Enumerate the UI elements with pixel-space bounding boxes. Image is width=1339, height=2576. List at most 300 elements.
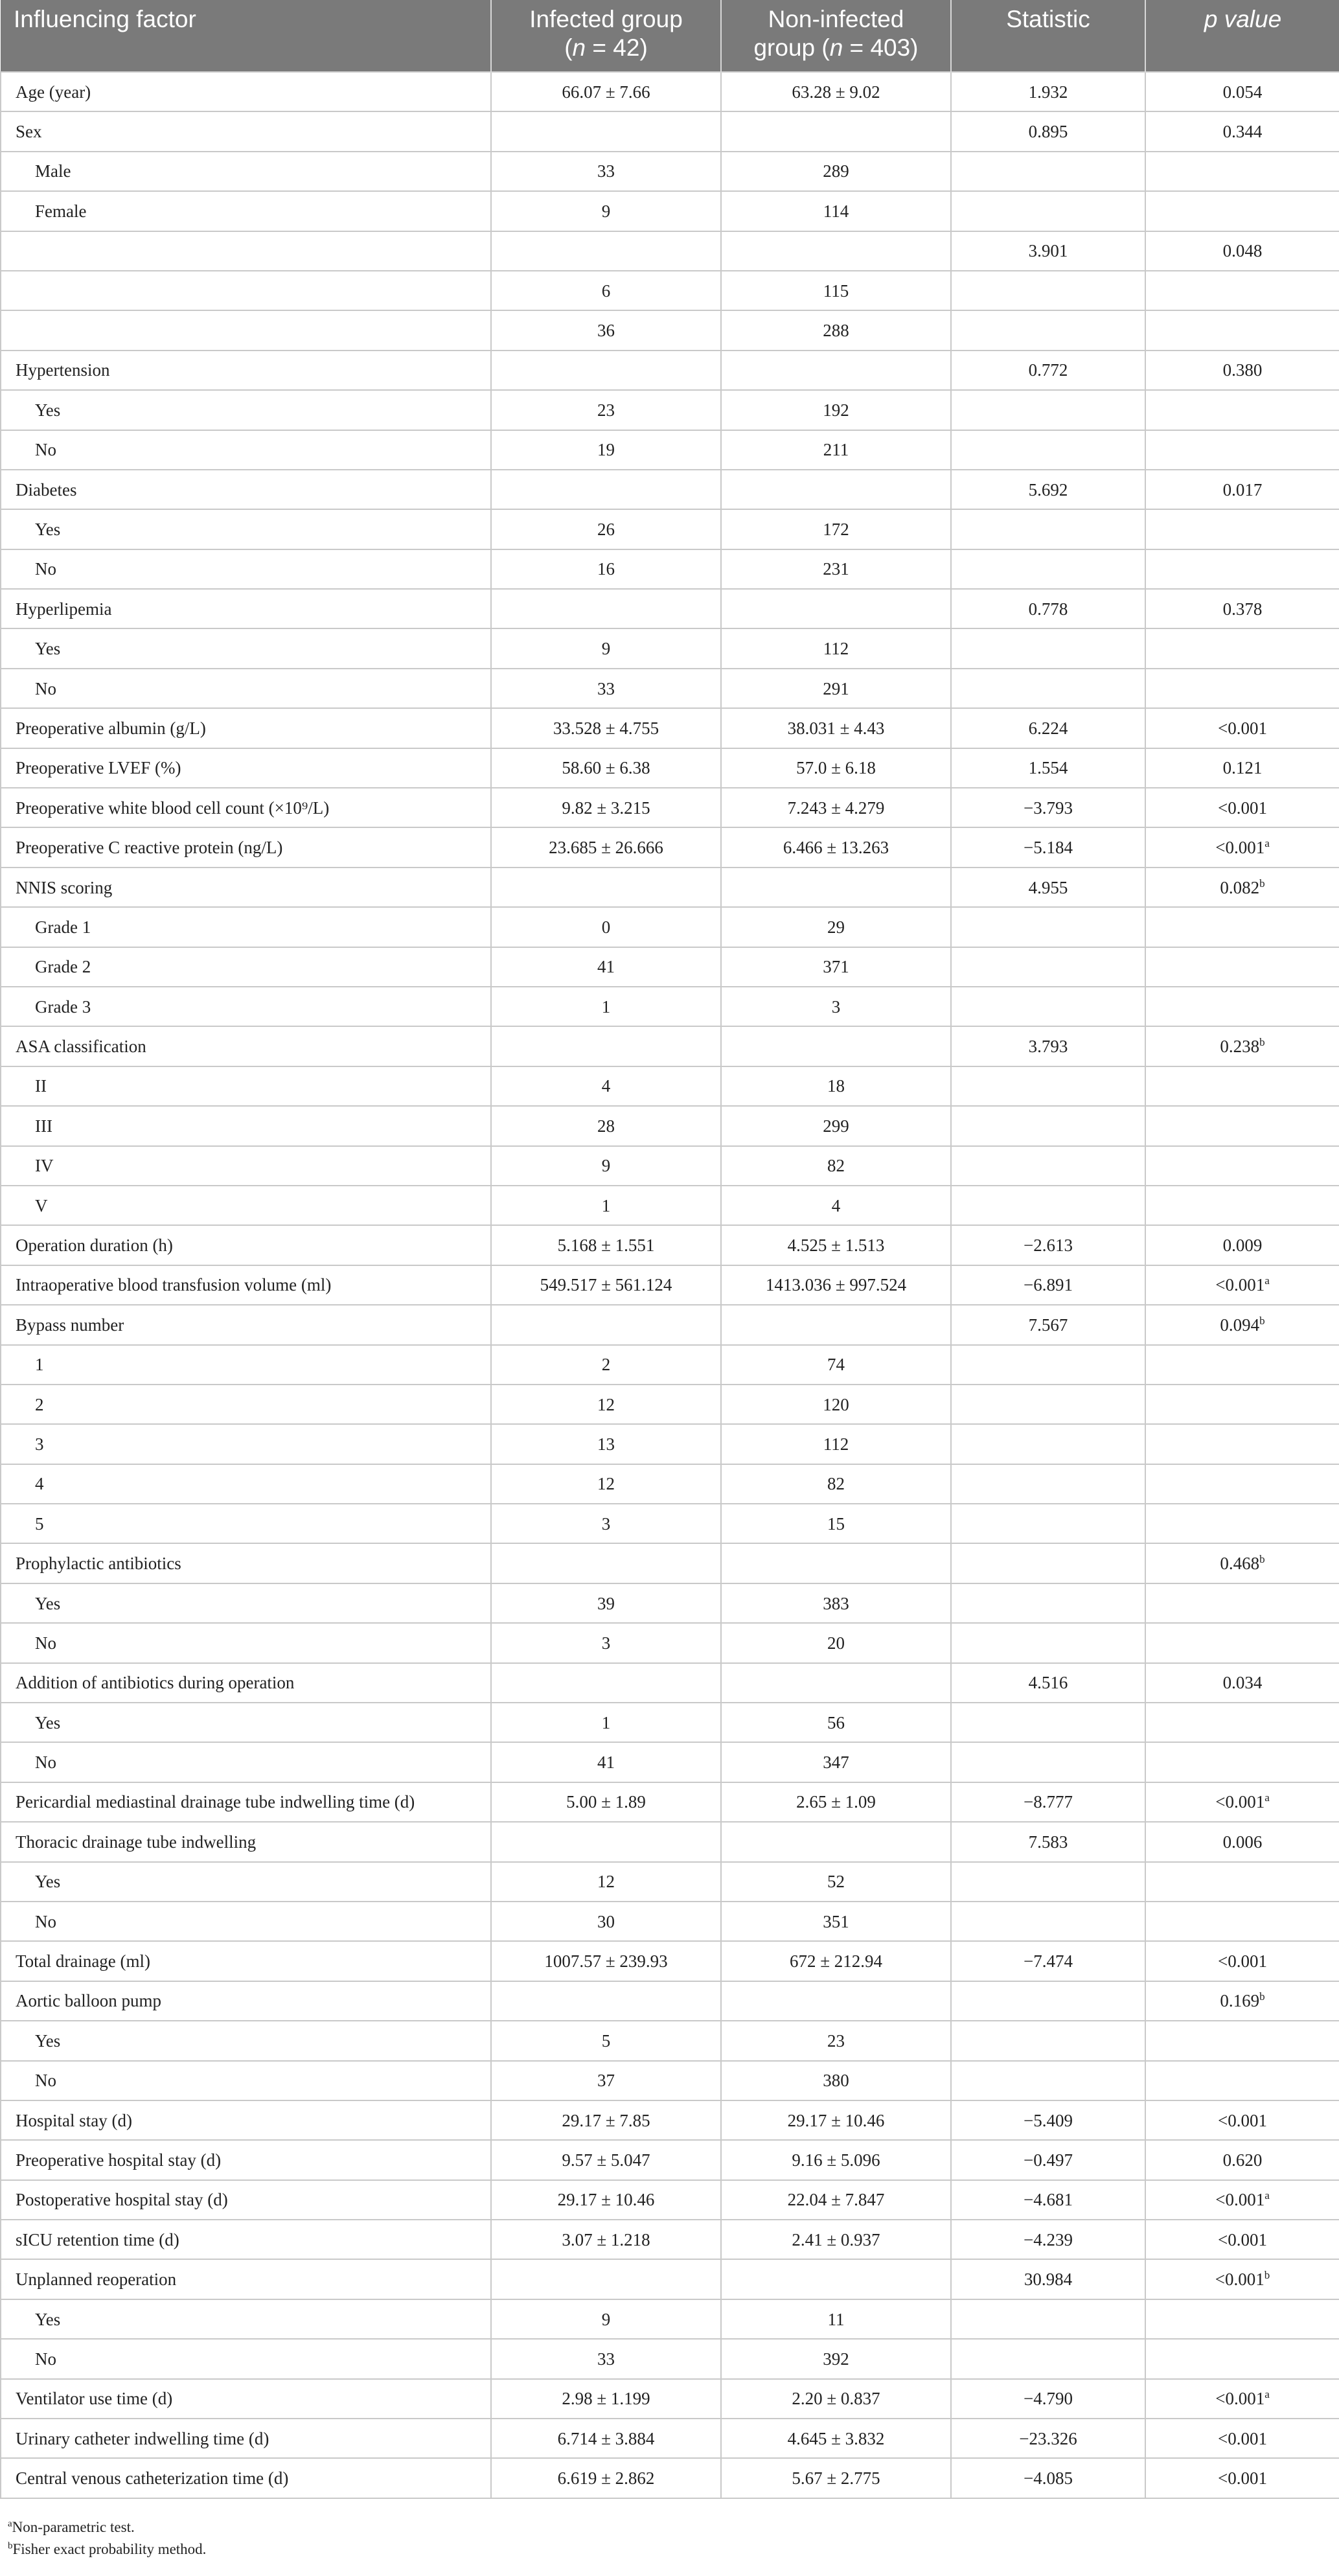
cell-influencing-factor-text: Unplanned reoperation [16,2270,177,2290]
cell-influencing-factor-text: Diabetes [16,479,77,500]
table-row [1,1106,1339,1145]
cell-statistic [951,1066,1145,1106]
cell-non-infected-group [721,2021,951,2060]
cell-infected-group-text: 5.00 ± 1.89 [566,1792,646,1812]
cell-statistic [951,351,1145,390]
cell-non-infected-group-text: 4.645 ± 3.832 [787,2428,885,2448]
cell-statistic [951,1981,1145,2021]
table-row [1,1981,1339,2021]
cell-influencing-factor [1,2259,491,2299]
cell-infected-group-text: 1007.57 ± 239.93 [544,1951,668,1972]
cell-p-value [1145,470,1339,509]
header-p-value: p value [1145,0,1339,72]
cell-infected-group [491,827,721,867]
cell-influencing-factor-text: NNIS scoring [16,877,113,897]
cell-statistic [951,2339,1145,2378]
cell-p-value [1145,152,1339,191]
cell-p-value [1145,748,1339,788]
cell-p-value [1145,987,1339,1026]
cell-infected-group [491,1543,721,1583]
cell-influencing-factor-text: Total drainage (ml) [16,1951,151,1972]
cell-p-value [1145,1663,1339,1703]
cell-p-value [1145,1902,1339,1941]
cell-infected-group-text: 5 [601,2030,611,2051]
cell-p-value-text: <0.001 [1218,2428,1267,2448]
cell-influencing-factor [1,947,491,987]
cell-infected-group-text: 2 [601,1355,611,1375]
cell-statistic [951,509,1145,549]
cell-p-value [1145,1026,1339,1066]
cell-non-infected-group-text: 20 [827,1633,845,1653]
cell-influencing-factor [1,2379,491,2419]
cell-infected-group [491,1862,721,1902]
cell-p-value-text: 0.620 [1222,2150,1263,2170]
cell-influencing-factor [1,2458,491,2498]
cell-infected-group [491,2061,721,2100]
cell-non-infected-group-text: 672 ± 212.94 [789,1951,883,1972]
cell-non-infected-group [721,1941,951,1981]
cell-influencing-factor [1,2180,491,2220]
cell-infected-group [491,1703,721,1742]
cell-statistic [951,1703,1145,1742]
table-row [1,947,1339,987]
cell-influencing-factor-text: 4 [35,1474,44,1494]
table-row [1,1305,1339,1344]
table-row [1,549,1339,589]
cell-statistic [951,152,1145,191]
table-row [1,2220,1339,2259]
cell-influencing-factor-text: Yes [35,519,61,539]
cell-p-value [1145,1265,1339,1305]
cell-non-infected-group-text: 112 [823,639,849,659]
cell-statistic [951,1583,1145,1623]
footnote-marker: b [1264,2269,1270,2282]
cell-p-value [1145,191,1339,231]
cell-infected-group [491,191,721,231]
cell-non-infected-group-text: 9.16 ± 5.096 [792,2150,880,2170]
cell-non-infected-group [721,351,951,390]
cell-infected-group [491,2220,721,2259]
cell-influencing-factor-text: Hyperlipemia [16,599,112,619]
cell-statistic [951,2021,1145,2060]
cell-statistic [951,1504,1145,1543]
cell-influencing-factor-text: Yes [35,639,61,659]
cell-non-infected-group-text: 2.65 ± 1.09 [796,1792,876,1812]
cell-statistic [951,1026,1145,1066]
cell-p-value [1145,2259,1339,2299]
cell-statistic [951,2061,1145,2100]
table-row [1,2299,1339,2339]
cell-infected-group [491,111,721,151]
cell-non-infected-group-text: 1413.036 ± 997.524 [765,1275,907,1295]
cell-non-infected-group [721,589,951,628]
cell-non-infected-group-text: 347 [823,1753,849,1773]
cell-influencing-factor [1,2100,491,2140]
cell-p-value-text: 0.380 [1222,360,1263,380]
table-row [1,1066,1339,1106]
cell-infected-group [491,549,721,589]
cell-infected-group-text: 1 [601,1195,611,1215]
table-row [1,72,1339,111]
cell-statistic-text: −8.777 [1024,1792,1073,1812]
cell-p-value-text: 0.009 [1222,1236,1263,1256]
cell-non-infected-group [721,1862,951,1902]
cell-statistic-text: 6.224 [1028,718,1068,738]
cell-influencing-factor-text: Female [35,201,87,221]
cell-non-infected-group [721,2299,951,2339]
table-row [1,470,1339,509]
cell-non-infected-group [721,2220,951,2259]
cell-infected-group [491,1146,721,1186]
cell-statistic-text: 3.901 [1028,241,1068,261]
cell-statistic [951,72,1145,111]
table-row [1,669,1339,708]
footnote-marker: b [1259,877,1265,890]
cell-infected-group-text: 1 [601,996,611,1017]
cell-influencing-factor-text: 2 [35,1394,44,1414]
cell-statistic [951,390,1145,430]
cell-non-infected-group [721,390,951,430]
cell-p-value [1145,1225,1339,1265]
cell-non-infected-group [721,1106,951,1145]
cell-p-value [1145,2419,1339,2458]
cell-non-infected-group [721,271,951,310]
cell-non-infected-group [721,748,951,788]
cell-influencing-factor [1,2299,491,2339]
cell-non-infected-group [721,2379,951,2419]
cell-statistic [951,1822,1145,1861]
cell-statistic [951,1862,1145,1902]
cell-non-infected-group [721,628,951,668]
cell-statistic [951,1464,1145,1504]
table-row [1,351,1339,390]
cell-p-value-text: 0.344 [1222,122,1263,142]
cell-infected-group [491,1066,721,1106]
cell-statistic [951,1623,1145,1662]
table-row [1,1583,1339,1623]
cell-non-infected-group-text: 56 [827,1712,845,1732]
table-row [1,1186,1339,1225]
footnote-text: Non-parametric test. [12,2519,135,2535]
cell-infected-group [491,1583,721,1623]
cell-infected-group [491,470,721,509]
cell-statistic [951,1782,1145,1822]
cell-infected-group [491,907,721,947]
cell-p-value [1145,2339,1339,2378]
cell-infected-group-text: 41 [597,1753,615,1773]
cell-infected-group [491,1822,721,1861]
table-row [1,2061,1339,2100]
cell-non-infected-group-text: 63.28 ± 9.02 [792,82,880,102]
cell-influencing-factor-text: 1 [35,1355,44,1375]
table-header-row [1,0,1339,72]
cell-statistic-text: 4.516 [1028,1673,1068,1693]
footnote-line [8,2538,206,2560]
cell-infected-group-text: 33 [597,161,615,181]
cell-infected-group [491,310,721,350]
cell-statistic-text: 4.955 [1028,877,1068,897]
cell-non-infected-group [721,231,951,271]
cell-statistic-text: 5.692 [1028,479,1068,500]
cell-infected-group [491,2259,721,2299]
cell-p-value [1145,430,1339,470]
cell-non-infected-group-text: 380 [823,2071,849,2091]
footnote-mark: b [8,2540,13,2551]
cell-influencing-factor [1,310,491,350]
cell-statistic-text: 7.583 [1028,1832,1068,1852]
cell-statistic [951,987,1145,1026]
cell-infected-group [491,72,721,111]
cell-infected-group [491,1026,721,1066]
cell-infected-group-text: 9.57 ± 5.047 [562,2150,650,2170]
cell-influencing-factor-text: Thoracic drainage tube indwelling [16,1832,257,1852]
cell-infected-group-text: 33 [597,678,615,698]
table-row [1,1146,1339,1186]
cell-p-value [1145,1623,1339,1662]
cell-influencing-factor [1,1902,491,1941]
cell-statistic [951,1663,1145,1703]
cell-p-value [1145,1345,1339,1385]
cell-influencing-factor-text: Yes [35,1872,61,1892]
table-row [1,1504,1339,1543]
cell-statistic [951,748,1145,788]
cell-non-infected-group-text: 29 [827,917,845,937]
cell-p-value-text: 0.017 [1222,479,1263,500]
cell-non-infected-group [721,987,951,1026]
cell-p-value-text: 0.378 [1222,599,1263,619]
table-row [1,191,1339,231]
cell-influencing-factor-text: Hospital stay (d) [16,2110,132,2130]
cell-non-infected-group [721,509,951,549]
cell-non-infected-group [721,1424,951,1464]
cell-influencing-factor [1,987,491,1026]
cell-influencing-factor-text: No [35,1753,56,1773]
cell-non-infected-group-text: 5.67 ± 2.775 [792,2468,880,2489]
cell-p-value-text: 0.054 [1222,82,1263,102]
cell-infected-group [491,1305,721,1344]
cell-statistic-text: −6.891 [1024,1275,1073,1295]
cell-non-infected-group [721,1504,951,1543]
cell-non-infected-group-text: 115 [823,281,849,301]
table-row [1,2180,1339,2220]
cell-infected-group [491,2379,721,2419]
cell-p-value-text: 0.034 [1222,1673,1263,1693]
cell-non-infected-group [721,549,951,589]
cell-non-infected-group [721,1345,951,1385]
cell-influencing-factor [1,2021,491,2060]
cell-p-value [1145,589,1339,628]
cell-p-value [1145,2180,1339,2220]
cell-statistic [951,788,1145,827]
cell-influencing-factor-text: Age (year) [16,82,91,102]
cell-influencing-factor-text: 5 [35,1513,44,1534]
cell-influencing-factor [1,1225,491,1265]
cell-p-value-text: <0.001 [1215,838,1265,858]
cell-statistic [951,2140,1145,2179]
cell-influencing-factor-text: Aortic balloon pump [16,1991,161,2011]
cell-p-value-text: <0.001 [1218,798,1267,818]
table-row [1,509,1339,549]
cell-influencing-factor-text: Prophylactic antibiotics [16,1554,181,1574]
cell-p-value [1145,1782,1339,1822]
cell-influencing-factor-text: No [35,2071,56,2091]
cell-influencing-factor-text: Yes [35,1593,61,1613]
cell-statistic [951,907,1145,947]
cell-influencing-factor [1,191,491,231]
cell-p-value [1145,2140,1339,2179]
cell-infected-group-text: 9 [601,639,611,659]
cell-infected-group [491,589,721,628]
cell-non-infected-group-text: 351 [823,1911,849,1931]
cell-p-value [1145,111,1339,151]
cell-infected-group-text: 29.17 ± 10.46 [557,2190,655,2210]
cell-p-value [1145,628,1339,668]
cell-p-value-text: 0.468 [1220,1554,1260,1574]
cell-statistic [951,1902,1145,1941]
cell-influencing-factor [1,2419,491,2458]
cell-influencing-factor [1,1583,491,1623]
cell-influencing-factor-text: Postoperative hospital stay (d) [16,2190,228,2210]
cell-non-infected-group [721,2419,951,2458]
cell-infected-group [491,669,721,708]
cell-non-infected-group [721,708,951,748]
cell-non-infected-group [721,152,951,191]
cell-non-infected-group [721,1305,951,1344]
cell-p-value [1145,708,1339,748]
cell-influencing-factor-text: sICU retention time (d) [16,2229,179,2249]
cell-statistic [951,2220,1145,2259]
cell-p-value [1145,390,1339,430]
cell-statistic [951,1305,1145,1344]
cell-influencing-factor [1,669,491,708]
cell-infected-group [491,1225,721,1265]
cell-p-value [1145,1385,1339,1424]
cell-infected-group-text: 13 [597,1434,615,1454]
cell-non-infected-group-text: 291 [823,678,849,698]
cell-non-infected-group [721,1186,951,1225]
cell-non-infected-group [721,1742,951,1782]
table-row [1,2021,1339,2060]
cell-statistic-text: 0.778 [1028,599,1068,619]
cell-influencing-factor [1,1623,491,1662]
cell-p-value [1145,1106,1339,1145]
table-row [1,1265,1339,1305]
cell-non-infected-group [721,72,951,111]
cell-statistic-text: −4.239 [1024,2229,1073,2249]
cell-influencing-factor [1,827,491,867]
cell-influencing-factor [1,1941,491,1981]
cell-non-infected-group-text: 299 [823,1116,849,1136]
cell-influencing-factor [1,788,491,827]
cell-non-infected-group [721,1265,951,1305]
cell-statistic [951,1345,1145,1385]
cell-influencing-factor [1,2061,491,2100]
cell-infected-group [491,987,721,1026]
cell-statistic-text: −4.790 [1024,2389,1073,2409]
cell-statistic [951,1225,1145,1265]
cell-statistic [951,1941,1145,1981]
cell-influencing-factor-text: Grade 2 [35,957,91,977]
cell-influencing-factor [1,1504,491,1543]
table-footnotes [8,2516,206,2560]
footnote-mark: a [8,2518,12,2529]
cell-non-infected-group-text: 18 [827,1076,845,1096]
cell-infected-group-text: 3 [601,1513,611,1534]
cell-p-value [1145,1305,1339,1344]
table-row [1,1703,1339,1742]
cell-p-value [1145,1583,1339,1623]
cell-influencing-factor [1,1026,491,1066]
cell-statistic-text: −5.409 [1024,2110,1073,2130]
cell-p-value-text: <0.001 [1215,2389,1265,2409]
footnote-marker: b [1259,1036,1265,1049]
cell-non-infected-group-text: 3 [831,996,841,1017]
cell-p-value [1145,351,1339,390]
cell-non-infected-group [721,430,951,470]
cell-influencing-factor-text: Yes [35,400,61,420]
cell-statistic-text: −2.613 [1024,1236,1073,1256]
cell-infected-group-text: 1 [601,1712,611,1732]
cell-p-value [1145,1464,1339,1504]
cell-p-value-text: 0.082 [1220,877,1260,897]
table-row [1,1424,1339,1464]
cell-infected-group [491,1265,721,1305]
footnote-marker: b [1259,1990,1265,2003]
cell-non-infected-group-text: 231 [823,559,849,579]
cell-non-infected-group [721,1385,951,1424]
cell-p-value-text: 0.169 [1220,1991,1260,2011]
cell-infected-group [491,1742,721,1782]
table-row [1,748,1339,788]
cell-non-infected-group [721,907,951,947]
cell-non-infected-group-text: 82 [827,1474,845,1494]
cell-infected-group-text: 30 [597,1911,615,1931]
cell-infected-group-text: 12 [597,1872,615,1892]
cell-influencing-factor [1,111,491,151]
cell-non-infected-group [721,111,951,151]
cell-influencing-factor-text: No [35,1911,56,1931]
cell-statistic [951,271,1145,310]
footnote-marker: b [1259,1553,1265,1566]
cell-p-value [1145,2379,1339,2419]
cell-statistic [951,2419,1145,2458]
cell-influencing-factor-text: Bypass number [16,1315,124,1335]
cell-infected-group-text: 4 [601,1076,611,1096]
cell-non-infected-group-text: 38.031 ± 4.43 [787,718,885,738]
cell-infected-group-text: 37 [597,2071,615,2091]
cell-infected-group-text: 41 [597,957,615,977]
cell-non-infected-group-text: 29.17 ± 10.46 [787,2110,885,2130]
cell-p-value [1145,947,1339,987]
cell-infected-group [491,2339,721,2378]
cell-non-infected-group [721,1782,951,1822]
table-body [1,72,1339,2498]
table-row [1,310,1339,350]
cell-p-value [1145,2220,1339,2259]
cell-p-value [1145,509,1339,549]
cell-infected-group [491,1186,721,1225]
cell-non-infected-group [721,1703,951,1742]
cell-non-infected-group-text: 82 [827,1156,845,1176]
cell-infected-group-text: 29.17 ± 7.85 [562,2110,650,2130]
cell-statistic-text: −5.184 [1024,838,1073,858]
cell-infected-group-text: 5.168 ± 1.551 [557,1236,655,1256]
cell-influencing-factor [1,1862,491,1902]
table-row [1,1941,1339,1981]
cell-infected-group-text: 9 [601,201,611,221]
cell-non-infected-group-text: 52 [827,1872,845,1892]
cell-influencing-factor [1,470,491,509]
